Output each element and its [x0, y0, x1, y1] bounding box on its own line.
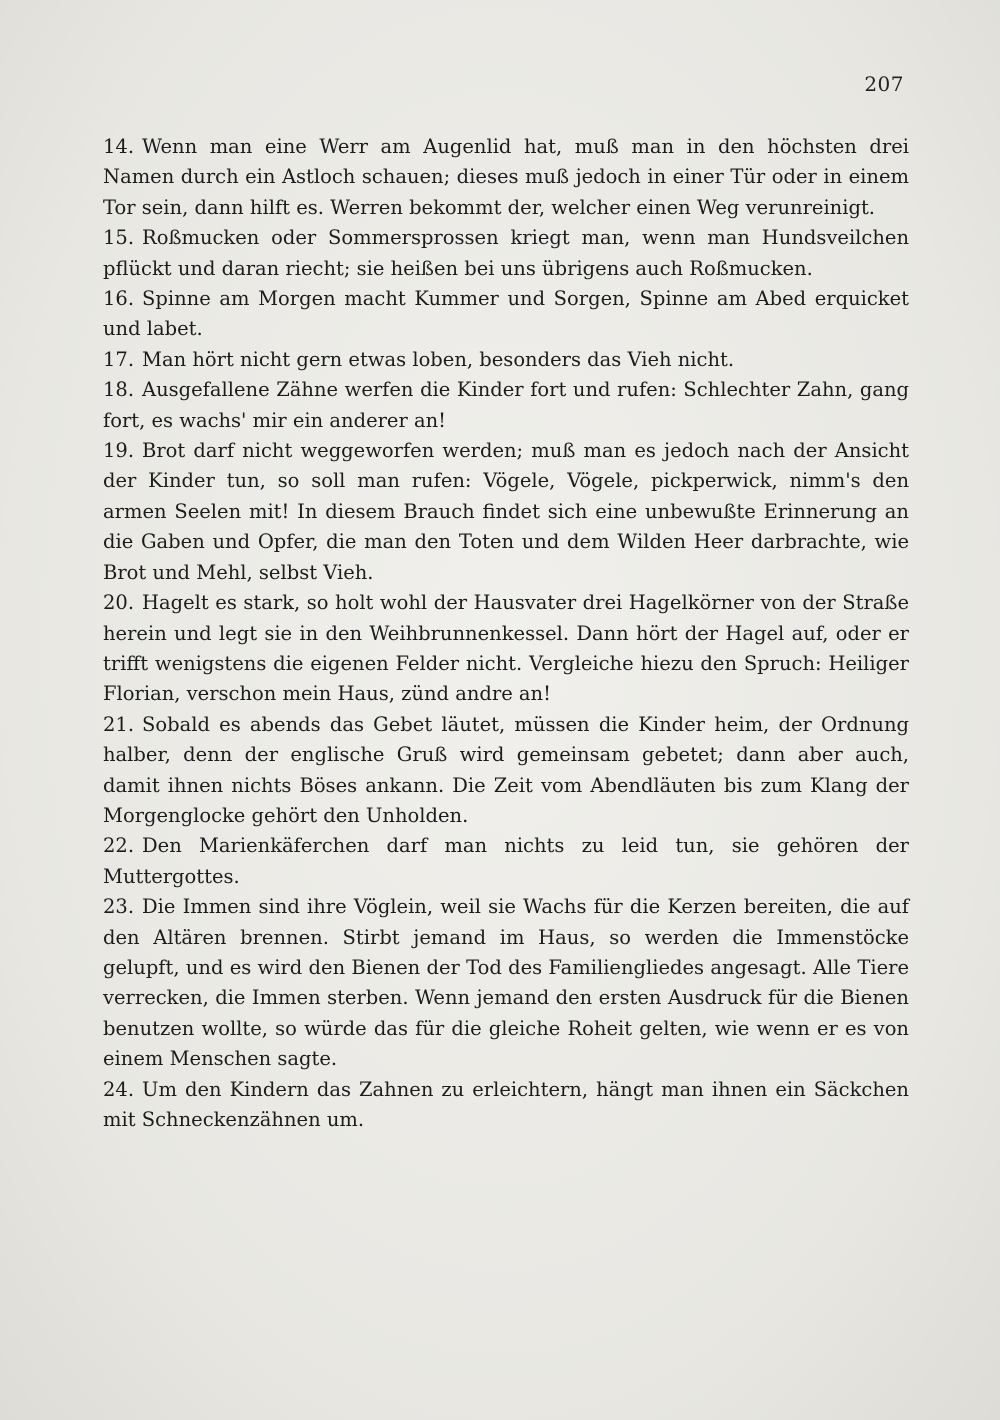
- entry-21: [103, 710, 909, 832]
- entry-number: 17.: [103, 347, 135, 371]
- entry-19: [103, 436, 909, 588]
- entry-number: 16.: [103, 287, 135, 311]
- entry-text: Roßmucken oder Sommersprossen kriegt man, wenn man Hundsveilchen pflückt und daran riecht; sie heißen bei uns übrigens auch Roßmucken.: [103, 226, 909, 280]
- entry-17: [103, 345, 909, 375]
- entry-text: Um den Kindern das Zahnen zu erleichtern, hängt man ihnen ein Säckchen mit Schneckenzähnen um.: [103, 1077, 909, 1131]
- page-number: 207: [864, 72, 904, 96]
- page-body: [103, 132, 909, 1135]
- entry-text: Den Marienkäferchen darf man nichts zu leid tun, sie gehören der Muttergottes.: [103, 834, 909, 888]
- entry-text: Man hört nicht gern etwas loben, besonders das Vieh nicht.: [142, 347, 735, 371]
- entry-number: 14.: [103, 135, 135, 158]
- entry-number: 19.: [103, 439, 135, 463]
- entry-24: [103, 1075, 909, 1136]
- entry-15: [103, 223, 909, 284]
- entry-text: Brot darf nicht weggeworfen werden; muß man es jedoch nach der Ansicht der Kinder tun, so soll man rufen: Vögele, Vögele, pickperwick, nimm's den armen Seelen mit! In diesem Brauch findet sich eine unbewußte Erinnerung an die Gaben und Opfer, die man den Toten und dem Wilden Heer darbrachte, wie Brot und Mehl, selbst Vieh.: [103, 439, 909, 584]
- entry-text: Ausgefallene Zähne werfen die Kinder fort und rufen: Schlechter Zahn, gang fort, es wachs' mir ein anderer an!: [103, 378, 909, 432]
- entry-text: Sobald es abends das Gebet läutet, müssen die Kinder heim, der Ordnung halber, denn der englische Gruß wird gemeinsam gebetet; dann aber auch, damit ihnen nichts Böses ankann. Die Zeit vom Abendläuten bis zum Klang der Morgenglocke gehört den Unholden.: [103, 712, 909, 827]
- entry-text: Wenn man eine Werr am Augenlid hat, muß man in den höchsten drei Namen durch ein Astloch schauen; dieses muß jedoch in einer Tür oder in einem Tor sein, dann hilft es. Werren bekommt der, welcher einen Weg verunreinigt.: [103, 135, 909, 219]
- entry-18: [103, 375, 909, 436]
- entry-20: [103, 588, 909, 710]
- entry-number: 20.: [103, 591, 135, 615]
- entry-number: 24.: [103, 1077, 135, 1101]
- entry-number: 21.: [103, 712, 135, 736]
- entry-number: 22.: [103, 834, 135, 858]
- entry-16: [103, 284, 909, 345]
- entry-23: [103, 892, 909, 1074]
- entry-number: 23.: [103, 895, 135, 919]
- entry-number: 18.: [103, 378, 135, 402]
- entry-text: Hagelt es stark, so holt wohl der Hausvater drei Hagelkörner von der Straße herein und legt sie in den Weihbrunnenkessel. Dann hört der Hagel auf, oder er trifft wenigstens die eigenen Felder nicht. Vergleiche hiezu den Spruch: Heiliger Florian, verschon mein Haus, zünd andre an!: [103, 591, 909, 706]
- entry-number: 15.: [103, 226, 135, 250]
- entry-text: Spinne am Morgen macht Kummer und Sorgen, Spinne am Abed erquicket und labet.: [103, 287, 909, 341]
- entry-text: Die Immen sind ihre Vöglein, weil sie Wachs für die Kerzen bereiten, die auf den Altären brennen. Stirbt jemand im Haus, so werden die Immenstöcke gelupft, und es wird den Bienen der Tod des Familiengliedes angesagt. Alle Tiere verrecken, die Immen sterben. Wenn jemand den ersten Ausdruck für die Bienen benutzen wollte, so würde das für die gleiche Roheit gelten, wie wenn er es von einem Menschen sagte.: [103, 895, 909, 1071]
- entry-22: [103, 831, 909, 892]
- entry-14: [103, 132, 909, 223]
